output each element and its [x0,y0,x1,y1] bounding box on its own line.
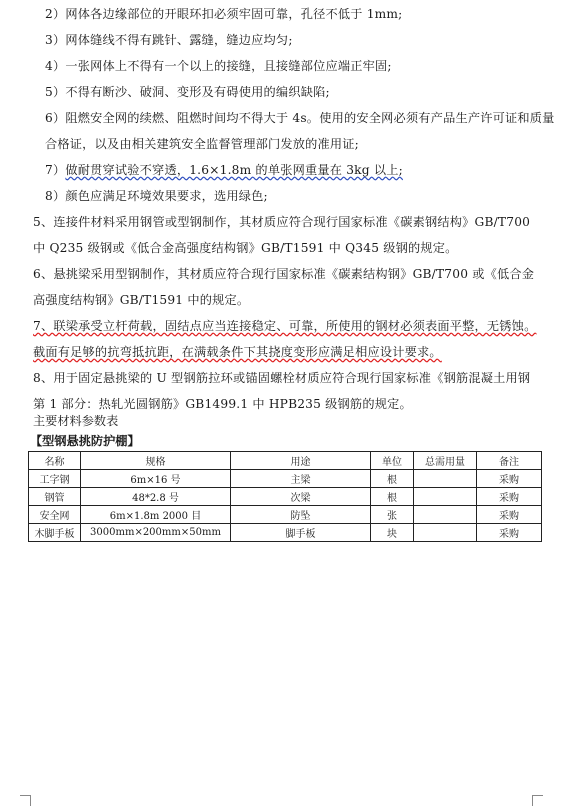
table-row [29,506,542,524]
section-paragraph [33,262,543,313]
header-cell: 总需用量 [414,452,477,470]
table-cell: 6m×1.8m 2000 目 [81,506,231,524]
table-cell: 工字钢 [29,470,81,488]
table-cell: 6m×16 号 [81,470,231,488]
table-cell: 安全网 [29,506,81,524]
table-cell: 防坠 [231,506,371,524]
table-cell: 块 [371,524,414,542]
table-title: 主要材料参数表 [33,414,119,428]
table-row [29,524,542,542]
item-text: 颜色应满足环境效果要求，选用绿色; [65,189,268,203]
table-subtitle: 【型钢悬挑防护棚】 [30,434,140,448]
list-item [33,2,555,28]
list-item [33,54,555,80]
item-number: 7） [45,163,66,177]
table-cell [414,524,477,542]
page-corner-mark [20,795,31,806]
section-text: 5、连接件材料采用钢管或型钢制作，其材质应符合现行国家标准《碳素钢结构》GB/T700 中 Q235 级钢或《低合金高强度结构钢》GB/T1591 中 Q345 级钢的规定。 [33,215,531,255]
list-item [33,80,555,106]
item-text: 网体各边缘部位的开眼环扣必须牢固可靠，孔径不低于 1mm; [65,7,403,21]
item-text: 阻燃安全网的续燃、阻燃时间均不得大于 4s。使用的安全网必须有产品生产许可证和质量合格证，以及由相关建筑安全监督管理部门发放的准用证; [45,111,555,151]
item-number: 2） [45,7,66,21]
header-cell: 名称 [29,452,81,470]
item-text: 不得有断沙、破洞、变形及有碍使用的编织缺陷; [65,85,330,99]
table-cell: 次梁 [231,488,371,506]
item-number: 4） [45,59,66,73]
section-text: 8、用于固定悬挑梁的 U 型钢筋拉环或锚固螺栓材质应符合现行国家标准《钢筋混凝土用钢 第 1 部分：热轧光圆钢筋》GB1499.1 中 HPB235 级钢筋的规定。 [33,371,531,411]
table-cell: 根 [371,470,414,488]
table-cell [414,488,477,506]
table-cell: 钢管 [29,488,81,506]
item-number: 6） [45,111,66,125]
table-cell: 主梁 [231,470,371,488]
section-text: 6、悬挑梁采用型钢制作，其材质应符合现行国家标准《碳素结构钢》GB/T700 或《低合金高强度结构钢》GB/T1591 中的规定。 [33,267,535,307]
header-cell: 备注 [477,452,542,470]
item-number: 5） [45,85,66,99]
list-item [33,106,555,157]
table-cell [414,506,477,524]
material-table [28,451,542,542]
item-text: 做耐贯穿试验不穿透，1.6×1.8m 的单张网重量在 3kg 以上; [65,163,403,177]
item-text: 一张网体上不得有一个以上的接缝，且接缝部位应端正牢固; [65,59,392,73]
table-cell: 根 [371,488,414,506]
section-paragraph [33,210,543,261]
list-item [33,184,555,210]
section-paragraph [33,314,543,365]
table-row [29,470,542,488]
list-item [33,28,555,54]
table-cell: 采购 [477,506,542,524]
section-text: 7、联梁承受立杆荷载，固结点应当连接稳定、可靠，所使用的钢材必须表面平整，无锈蚀。截面有足够的抗弯抵抗距，在满载条件下其挠度变形应满足相应设计要求。 [33,319,537,359]
table-cell: 木脚手板 [29,524,81,542]
table-row [29,488,542,506]
list-item [33,158,555,184]
item-number: 3） [45,33,66,47]
header-cell: 单位 [371,452,414,470]
page-corner-mark [532,795,543,806]
table-cell [414,470,477,488]
header-cell: 规格 [81,452,231,470]
table-cell: 采购 [477,470,542,488]
table-cell: 采购 [477,488,542,506]
section-paragraph [33,366,543,417]
table-cell: 脚手板 [231,524,371,542]
item-number: 8） [45,189,66,203]
table-cell: 3000mm×200mm×50mm [81,524,231,542]
table-header-row [29,452,542,470]
header-cell: 用途 [231,452,371,470]
table-cell: 张 [371,506,414,524]
table-cell: 采购 [477,524,542,542]
item-text: 网体缝线不得有跳针、露缝，缝边应均匀; [65,33,293,47]
table-cell: 48*2.8 号 [81,488,231,506]
